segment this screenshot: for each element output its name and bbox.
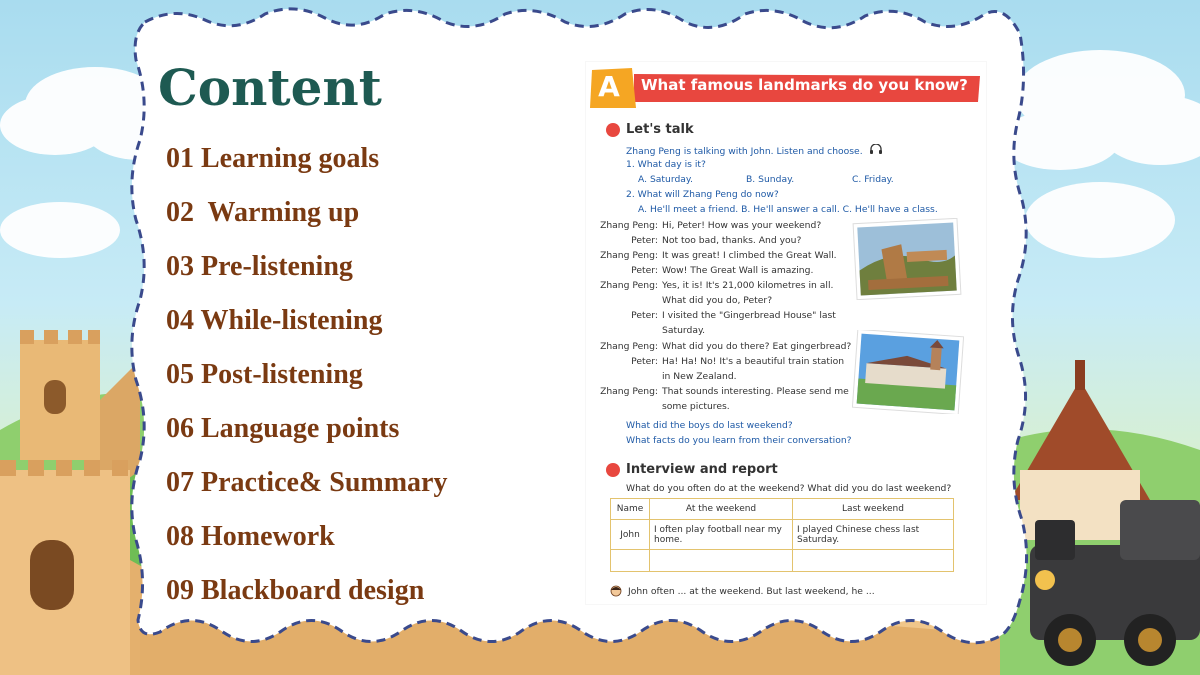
intro-text: Zhang Peng is talking with John. Listen and choose. [626,146,863,157]
line-text: in New Zealand. [662,371,737,382]
q1-option-b[interactable]: B. Sunday. [746,174,795,185]
table-header-row [611,499,954,520]
toc-item-blackboard-design[interactable]: 09 Blackboard design [166,575,425,606]
q1-option-a[interactable]: A. Saturday. [638,174,693,185]
bullet-dot-icon [606,463,620,477]
line-text: Saturday. [662,325,706,336]
interview-heading [606,462,778,477]
q2-options[interactable]: A. He'll meet a friend. B. He'll answer a call. C. He'll have a class. [638,204,938,215]
col-last-weekend: Last weekend [793,499,954,520]
question-2: 2. What will Zhang Peng do now? [626,189,779,200]
col-at-weekend: At the weekend [650,499,793,520]
follow-up-question-2: What facts do you learn from their conversation? [626,435,852,446]
line-text: What did you do there? Eat gingerbread? [662,341,852,352]
page-title: Content [158,58,382,117]
col-name: Name [611,499,650,520]
cell-at-weekend: I often play football near my home. [650,520,793,550]
speaker: Peter: [631,235,658,246]
toc-item-homework[interactable]: 08 Homework [166,521,335,552]
toc-item-pre-listening[interactable]: 03 Pre-listening [166,251,353,282]
student-face-icon [610,585,622,597]
speaker: Zhang Peng: [600,250,658,261]
line-text: That sounds interesting. Please send me [662,386,849,397]
toc-item-learning-goals[interactable]: 01 Learning goals [166,143,380,174]
line-text: Yes, it is! It's 21,000 kilometres in all. [662,280,834,291]
speaker: Peter: [631,310,658,321]
interview-question: What do you often do at the weekend? What did you do last weekend? [626,483,952,494]
section-title: What famous landmarks do you know? [641,76,968,94]
cell-last-weekend[interactable] [793,550,954,572]
cell-name: John [611,520,650,550]
bullet-dot-icon [606,123,620,137]
line-text: I visited the "Gingerbread House" last [662,310,836,321]
toc-item-practice-summary[interactable]: 07 Practice& Summary [166,467,448,498]
line-text: Wow! The Great Wall is amazing. [662,265,814,276]
table-row [611,520,954,550]
speaker: Zhang Peng: [600,341,658,352]
textbook-page [586,62,986,604]
interview-label: Interview and report [626,462,778,477]
toc-item-warming-up[interactable]: 02 Warming up [166,197,360,228]
q1-option-c[interactable]: C. Friday. [852,174,894,185]
line-text: What did you do, Peter? [662,295,773,306]
cell-at-weekend[interactable] [650,550,793,572]
toc-item-language-points[interactable]: 06 Language points [166,413,400,444]
section-letter: A [598,69,620,103]
speaker: Peter: [631,356,658,367]
lets-talk-label: Let's talk [626,122,694,137]
line-text: It was great! I climbed the Great Wall. [662,250,837,261]
line-text: Not too bad, thanks. And you? [662,235,802,246]
question-1: 1. What day is it? [626,159,706,170]
cell-name[interactable] [611,550,650,572]
table-row [611,550,954,572]
toc-item-post-listening[interactable]: 05 Post-listening [166,359,363,390]
line-text: some pictures. [662,401,730,412]
train-station-photo [852,330,964,414]
speaker: Peter: [631,265,658,276]
headphones-icon [870,144,882,157]
line-text: Ha! Ha! No! It's a beautiful train station [662,356,845,367]
report-sentence: John often ... at the weekend. But last weekend, he ... [628,586,875,597]
follow-up-question-1: What did the boys do last weekend? [626,420,793,431]
speaker: Zhang Peng: [600,386,658,397]
cell-last-weekend: I played Chinese chess last Saturday. [793,520,954,550]
toc-item-while-listening[interactable]: 04 While-listening [166,305,383,336]
table-of-contents [166,132,447,618]
line-text: Hi, Peter! How was your weekend? [662,220,822,231]
speaker: Zhang Peng: [600,280,658,291]
interview-table [610,498,954,572]
lets-talk-intro [626,144,882,157]
great-wall-photo [852,218,962,300]
speaker: Zhang Peng: [600,220,658,231]
lets-talk-heading [606,122,694,137]
